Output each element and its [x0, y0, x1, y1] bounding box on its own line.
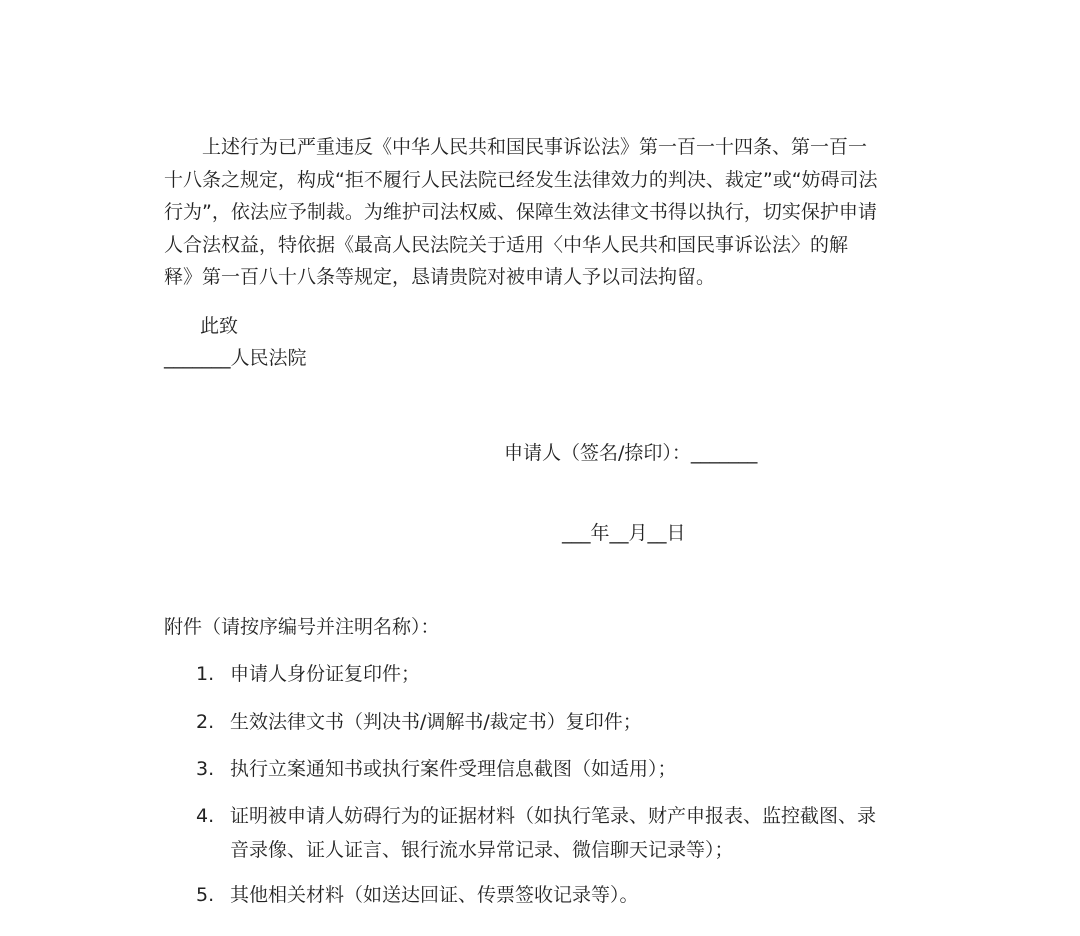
attachment-number: 3. [196, 758, 215, 780]
attachment-number: 2. [196, 711, 215, 733]
attachment-text [230, 799, 926, 867]
attachment-item [196, 799, 926, 867]
body-line: 人合法权益，特依据《最高人民法院关于适用〈中华人民共和国民事诉讼法〉的解 [164, 233, 849, 256]
attachment-number: 1. [196, 663, 215, 685]
applicant-signature: 申请人（签名/捺印）：_______ [504, 442, 758, 464]
attachment-text [230, 878, 926, 912]
attachment-item [196, 705, 926, 739]
attachment-line: 音录像、证人证言、银行流水异常记录、微信聊天记录等）； [230, 839, 734, 861]
attachment-text [230, 705, 926, 739]
attachment-number: 5. [196, 884, 215, 906]
attachment-line: 生效法律文书（判决书/调解书/裁定书）复印件； [230, 711, 642, 733]
court-name: _______人民法院 [164, 347, 307, 369]
attachment-line: 执行立案通知书或执行案件受理信息截图（如适用）； [230, 758, 677, 780]
attachment-line: 其他相关材料（如送达回证、传票签收记录等）。 [230, 884, 639, 906]
attachment-line: 申请人身份证复印件； [230, 663, 421, 685]
attachments-heading: 附件（请按序编号并注明名称）： [164, 616, 440, 638]
attachment-number: 4. [196, 805, 215, 827]
body-paragraph [164, 131, 914, 294]
body-line: 行为”，依法应予制裁。为维护司法权威、保障生效法律文书得以执行，切实保护申请 [164, 201, 877, 223]
attachment-item [196, 752, 926, 786]
attachment-line: 证明被申请人妨碍行为的证据材料（如执行笔录、财产申报表、监控截图、录 [230, 805, 877, 827]
attachment-text [230, 752, 926, 786]
body-line: 十八条之规定，构成“拒不履行人民法院已经发生法律效力的判决、裁定”或“妨碍司法 [164, 168, 878, 191]
attachment-text [230, 657, 926, 691]
body-line: 释》第一百八十八条等规定，恳请贵院对被申请人予以司法拘留。 [164, 266, 716, 288]
attachment-item [196, 657, 926, 691]
salutation: 此致 [200, 315, 239, 337]
attachment-item [196, 878, 926, 912]
signature-date: ___年__月__日 [562, 522, 686, 544]
body-line: 上述行为已严重违反《中华人民共和国民事诉讼法》第一百一十四条、第一百一 [202, 136, 868, 158]
